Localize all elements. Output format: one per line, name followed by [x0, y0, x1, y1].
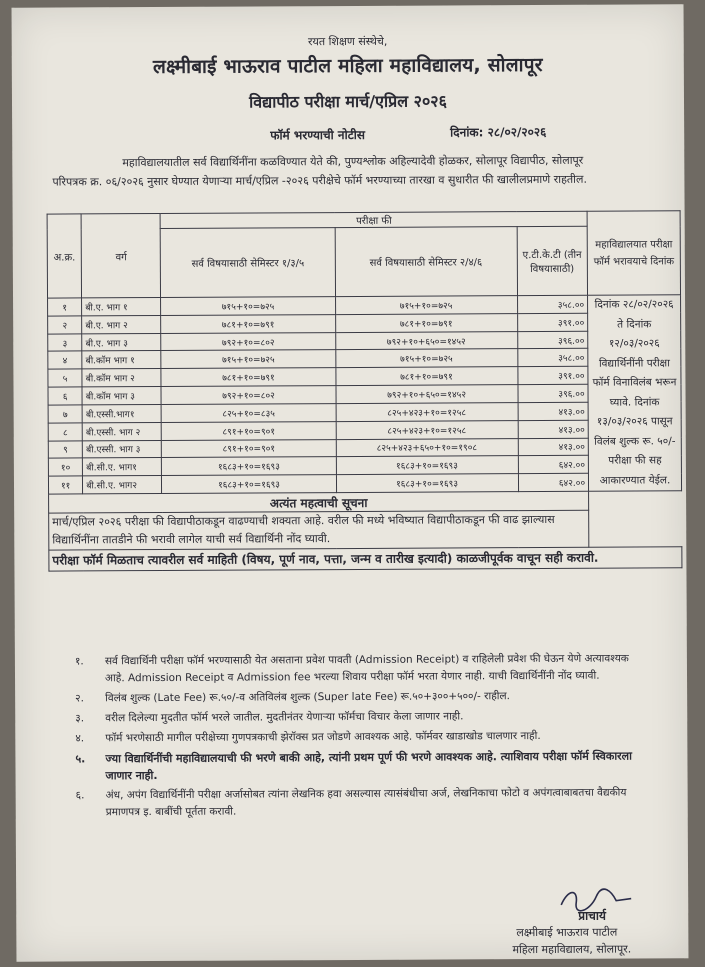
cell-class: बी.ए. भाग ३ [82, 333, 161, 351]
cell-fee1: १६८३+१०=१६९३ [162, 457, 336, 476]
important-text-row [49, 510, 682, 550]
point-text: सर्व विद्यार्थिनी परीक्षा फॉर्म भरण्यासाठी येत असताना प्रवेश पावती (Admission Receipt) व राहिलेली प्रवेश फी घेऊन येणे अत्यावश्यक आहे. Admission Receipt व Admission fee भरल्या शिवाय परीक्षा फॉर्म भरता येणार नाही. याची विद्यार्थिनींनी नोंद घ्यावी. [104, 652, 629, 685]
cell-fee1: ८९१+१०=९०१ [162, 439, 336, 458]
cell-atkt: ३९१.०० [517, 367, 588, 385]
cell-fee2: ७१५+१०=७२५ [335, 296, 517, 315]
cell-fee2: ७८१+१०=७९१ [336, 367, 518, 386]
cell-fee1: ८२५+१०=८३५ [162, 403, 336, 422]
point-text: फॉर्म भरणेसाठी मागील परीक्षेच्या गुणपत्रकाची झेरॉक्स प्रत जोडणे आवश्यक आहे. फॉर्मवर खाडाखोड चालणार नाही. [105, 730, 541, 745]
point-text: वरील दिलेल्या मुदतीत फॉर्म भरले जातील. मुदतीनंतर येणाऱ्या फॉर्मचा विचार केला जाणार नाही. [105, 710, 464, 725]
cell-atkt: ४१३.०० [518, 420, 589, 438]
header-side: महाविद्यालयात परीक्षा फॉर्म भरावयाचे दिनांक [587, 211, 680, 295]
cell-sr: ४ [48, 351, 82, 369]
cell-class: बी.सी.ए. भाग१ [83, 458, 162, 476]
intro-paragraph: महाविद्यालयातील सर्व विद्यार्थिनींना कळविण्यात येते की, पुण्यश्लोक अहिल्यादेवी होळकर, सोलापूर विद्यापीठ, सोलापूर परिपत्रक क्र. ०६/२०२६ नुसार घेण्यात येणाऱ्या मार्च/एप्रिल -२०२६ परीक्षेचे फॉर्म भरण्याच्या तारखा व सुधारीत फी खालीलप्रमाणे राहतील. [52, 153, 588, 189]
notice-paper [12, 4, 689, 962]
cell-class: बी.ए. भाग २ [82, 315, 161, 333]
cell-fee2: ७१५+१०=७२५ [335, 349, 517, 368]
point-number: ५. [75, 752, 86, 766]
header-sem-135: सर्व विषयासाठी सेमिस्टर १/३/५ [161, 228, 336, 298]
cell-atkt: ३९६.०० [518, 384, 589, 402]
list-item [75, 687, 650, 707]
header-class: वर्ग [81, 213, 161, 297]
important-bold-row [49, 547, 682, 571]
cell-fee2: ७९२+१०+६५०=१४५२ [336, 385, 518, 404]
cell-fee2: ८२५+४२३+१०=१२५८ [336, 402, 518, 421]
cell-fee1: ७१५+१०=७२५ [161, 297, 335, 316]
notice-title: फॉर्म भरण्याची नोटीस [270, 127, 365, 143]
header-sr: अ.क्र. [47, 214, 82, 298]
cell-atkt: ३५८.०० [517, 295, 588, 313]
side-dates-cell: दिनांक २८/०२/२०२६ ते दिनांक १२/०३/२०२६ विद्यार्थिनींनी परीक्षा फॉर्म विनाविलंब भरून घ्यावे. दिनांक १३/०३/२०२६ पासून विलंब शुल्क रू. ५०/- परीक्षा फी सह आकारण्यात येईल. [588, 295, 682, 491]
cell-class: बी.ए. भाग १ [82, 297, 161, 315]
cell-atkt: ४१३.०० [518, 438, 589, 456]
cell-fee1: ८९१+१०=९०१ [162, 421, 336, 440]
important-bold-text: परीक्षा फॉर्म मिळताच त्यावरील सर्व माहिती (विषय, पूर्ण नाव, पत्ता, जन्म व तारीख इत्यादी) काळजीपूर्वक वाचून सही करावी. [49, 547, 682, 571]
fee-table [47, 210, 683, 571]
cell-class: बी.एस्सी.भाग१ [82, 404, 161, 422]
signature-line2: महिला महाविद्यालय, सोलापूर. [512, 942, 632, 957]
cell-fee1: १६८३+१०=१६९३ [162, 475, 336, 494]
cell-sr: ९ [48, 440, 82, 458]
important-title: अत्यंत महत्वाची सूचना [49, 491, 589, 513]
header-fee-group: परीक्षा फी [161, 211, 588, 228]
cell-fee1: ७१५+१०=७२५ [161, 350, 335, 369]
cell-fee2: ७८१+१०=७९१ [335, 313, 517, 332]
point-number: २. [75, 692, 84, 705]
cell-class: बी.सी.ए. भाग२ [83, 476, 162, 494]
list-item [75, 727, 650, 747]
cell-atkt: ६४२.०० [518, 473, 589, 491]
cell-fee1: ७९२+१०=८०२ [161, 386, 335, 405]
cell-atkt: ४१३.०० [518, 402, 589, 420]
cell-fee2: ८२५+४२३+६५०+१०=१९०८ [336, 438, 518, 457]
header-atkt: ए.टी.के.टी (तीन विषयासाठी) [517, 226, 588, 295]
point-text: विलंब शुल्क (Late Fee) रू.५०/-व अतिविलंब शुल्क (Super late Fee) रू.५०+३००+५००/- राहील. [105, 690, 510, 705]
instructions-list [75, 650, 651, 824]
signature-line1: लक्ष्मीबाई भाऊराव पाटील [516, 925, 618, 940]
cell-fee2: १६८३+१०=१६९३ [336, 456, 518, 475]
cell-sr: ११ [48, 476, 82, 494]
cell-sr: २ [48, 316, 82, 334]
header-sem-246: सर्व विषयासाठी सेमिस्टर २/४/६ [335, 227, 517, 297]
point-number: ६. [75, 789, 85, 802]
cell-sr: १ [48, 298, 82, 316]
institution-name: रयत शिक्षण संस्थेचे, [307, 34, 388, 49]
cell-sr: १० [48, 458, 82, 476]
cell-atkt: ३९६.०० [517, 331, 588, 349]
cell-sr: ८ [48, 423, 82, 441]
signature-title: प्राचार्य [578, 908, 606, 923]
list-item [75, 707, 650, 727]
cell-atkt: ६४२.०० [518, 456, 589, 474]
cell-class: बी.कॉम भाग ३ [82, 387, 161, 405]
exam-title: विद्यापीठ परीक्षा मार्च/एप्रिल २०२६ [249, 91, 447, 112]
cell-class: बी.कॉम भाग २ [82, 369, 161, 387]
list-item [75, 747, 650, 784]
cell-sr: ३ [48, 334, 82, 352]
notice-date: दिनांक: २८/०२/२०२६ [450, 124, 547, 140]
cell-class: बी.एस्सी. भाग ३ [83, 440, 162, 458]
cell-fee2: ७९२+१०+६५०=१४५२ [335, 331, 517, 350]
cell-atkt: ३९१.०० [517, 313, 588, 331]
point-number: १. [74, 655, 84, 668]
cell-fee2: ८२५+४२३+१०=१२५८ [336, 420, 518, 439]
important-text: मार्च/एप्रिल २०२६ परीक्षा फी विद्यापीठाकडून वाढण्याची शक्यता आहे. वरील फी मध्ये भविष्यात विद्यापीठाकडून फी वाढ झाल्यास विद्यार्थिनींना तातडीने फी भरावी लागेल याची सर्व विद्यार्थिनी नोंद घ्यावी. [49, 510, 589, 550]
cell-atkt: ३५८.०० [517, 349, 588, 367]
cell-sr: ६ [48, 387, 82, 405]
fee-table-body [48, 295, 682, 571]
point-text: अंध, अपंग विद्यार्थिनींनी परीक्षा अर्जासोबत त्यांना लेखनिक हवा असल्यास त्यासंबंधीचा अर्ज, लेखनिकाचा फोटो व अपंगत्वाबाबतचा वैद्यकीय प्रमाणपत्र इ. बाबींची पूर्तता करावी. [105, 786, 627, 819]
cell-sr: ७ [48, 405, 82, 423]
list-item [75, 650, 650, 687]
point-number: ३. [75, 712, 85, 725]
cell-sr: ५ [48, 369, 82, 387]
college-name: लक्ष्मीबाई भाऊराव पाटील महिला महाविद्यालय, सोलापूर [152, 53, 543, 79]
cell-class: बी.कॉम भाग १ [82, 351, 161, 369]
cell-fee1: ७९२+१०=८०२ [161, 332, 335, 351]
cell-fee1: ७८१+१०=७९१ [161, 314, 335, 333]
cell-class: बी.एस्सी. भाग २ [82, 422, 161, 440]
list-item [76, 784, 651, 821]
cell-fee1: ७८१+१०=७९१ [161, 368, 335, 387]
cell-fee2: १६८३+१०=१६९३ [336, 474, 518, 493]
point-number: ४. [75, 732, 85, 745]
point-text: ज्या विद्यार्थिनींची महाविद्यालयाची फी भरणे बाकी आहे, त्यांनी प्रथम पूर्ण फी भरणे आवश्यक आहे. त्याशिवाय परीक्षा फॉर्म स्विकारला जाणार नाही. [105, 749, 632, 783]
